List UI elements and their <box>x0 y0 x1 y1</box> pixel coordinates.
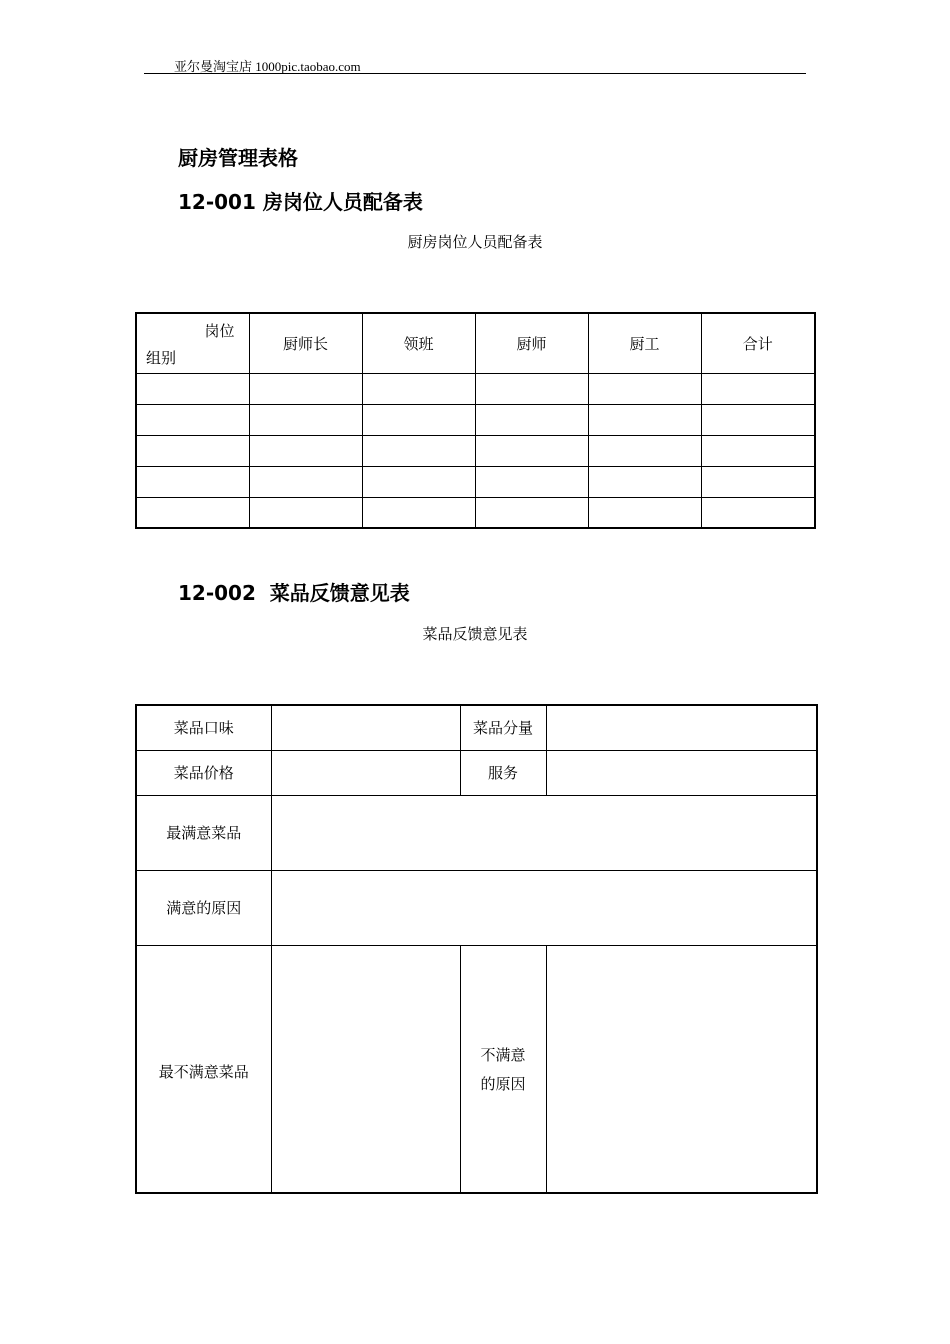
column-header: 合计 <box>701 313 815 373</box>
corner-header-group: 组别 <box>146 348 177 367</box>
table-cell[interactable] <box>362 497 475 528</box>
label-service: 服务 <box>460 750 546 795</box>
document-title: 厨房管理表格 <box>178 146 298 170</box>
corner-header-post: 岗位 <box>204 322 235 340</box>
unsatisfied-reason-field[interactable] <box>546 945 817 1193</box>
table-cell[interactable] <box>136 404 249 435</box>
label-unsatisfied-reason-line1: 不满意 <box>480 1045 526 1064</box>
table-cell[interactable] <box>588 435 701 466</box>
table-cell[interactable] <box>136 466 249 497</box>
label-taste: 菜品口味 <box>136 705 271 750</box>
table-cell[interactable] <box>249 435 362 466</box>
price-field[interactable] <box>271 750 460 795</box>
table-row <box>136 435 815 466</box>
table-cell[interactable] <box>701 404 815 435</box>
column-header: 领班 <box>362 313 475 373</box>
column-header: 厨师 <box>475 313 588 373</box>
table-cell[interactable] <box>249 404 362 435</box>
table-row <box>136 404 815 435</box>
table-cell[interactable] <box>701 466 815 497</box>
table-row <box>136 497 815 528</box>
table-cell[interactable] <box>588 466 701 497</box>
table-cell[interactable] <box>136 373 249 404</box>
label-unsatisfied-reason <box>460 945 546 1193</box>
label-portion: 菜品分量 <box>460 705 546 750</box>
label-satisfied-reason: 满意的原因 <box>136 870 271 945</box>
table-cell[interactable] <box>588 404 701 435</box>
corner-header-cell <box>136 313 249 373</box>
section2-heading: 12-002 菜品反馈意见表 <box>178 581 410 605</box>
table-cell[interactable] <box>475 497 588 528</box>
service-field[interactable] <box>546 750 817 795</box>
portion-field[interactable] <box>546 705 817 750</box>
section1-caption: 厨房岗位人员配备表 <box>407 233 543 251</box>
label-unsatisfied-reason-line2: 的原因 <box>480 1074 526 1093</box>
taste-field[interactable] <box>271 705 460 750</box>
table-row <box>136 466 815 497</box>
label-price: 菜品价格 <box>136 750 271 795</box>
table-cell[interactable] <box>475 466 588 497</box>
staffing-table <box>135 312 816 529</box>
column-header: 厨师长 <box>249 313 362 373</box>
section1-heading: 12-001 房岗位人员配备表 <box>178 190 423 214</box>
table-cell[interactable] <box>362 466 475 497</box>
section2-caption: 菜品反馈意见表 <box>422 625 528 643</box>
column-header: 厨工 <box>588 313 701 373</box>
table-cell[interactable] <box>249 373 362 404</box>
table-cell[interactable] <box>701 497 815 528</box>
label-most-unsatisfied-dish: 最不满意菜品 <box>136 945 271 1193</box>
table-cell[interactable] <box>588 497 701 528</box>
page-header-text: 亚尔曼淘宝店 1000pic.taobao.com <box>174 59 361 74</box>
table-cell[interactable] <box>136 497 249 528</box>
page-header-rule <box>144 73 806 74</box>
label-most-satisfied-dish: 最满意菜品 <box>136 795 271 870</box>
table-cell[interactable] <box>362 435 475 466</box>
table-cell[interactable] <box>701 435 815 466</box>
table-cell[interactable] <box>475 373 588 404</box>
table-cell[interactable] <box>249 497 362 528</box>
table-cell[interactable] <box>475 435 588 466</box>
table-cell[interactable] <box>136 435 249 466</box>
table-cell[interactable] <box>475 404 588 435</box>
table-cell[interactable] <box>249 466 362 497</box>
satisfied-reason-field[interactable] <box>271 870 817 945</box>
table-cell[interactable] <box>362 404 475 435</box>
dish-feedback-table <box>135 704 818 1194</box>
table-cell[interactable] <box>362 373 475 404</box>
table-cell[interactable] <box>701 373 815 404</box>
table-cell[interactable] <box>588 373 701 404</box>
most-unsatisfied-dish-field[interactable] <box>271 945 460 1193</box>
table-row <box>136 373 815 404</box>
most-satisfied-dish-field[interactable] <box>271 795 817 870</box>
